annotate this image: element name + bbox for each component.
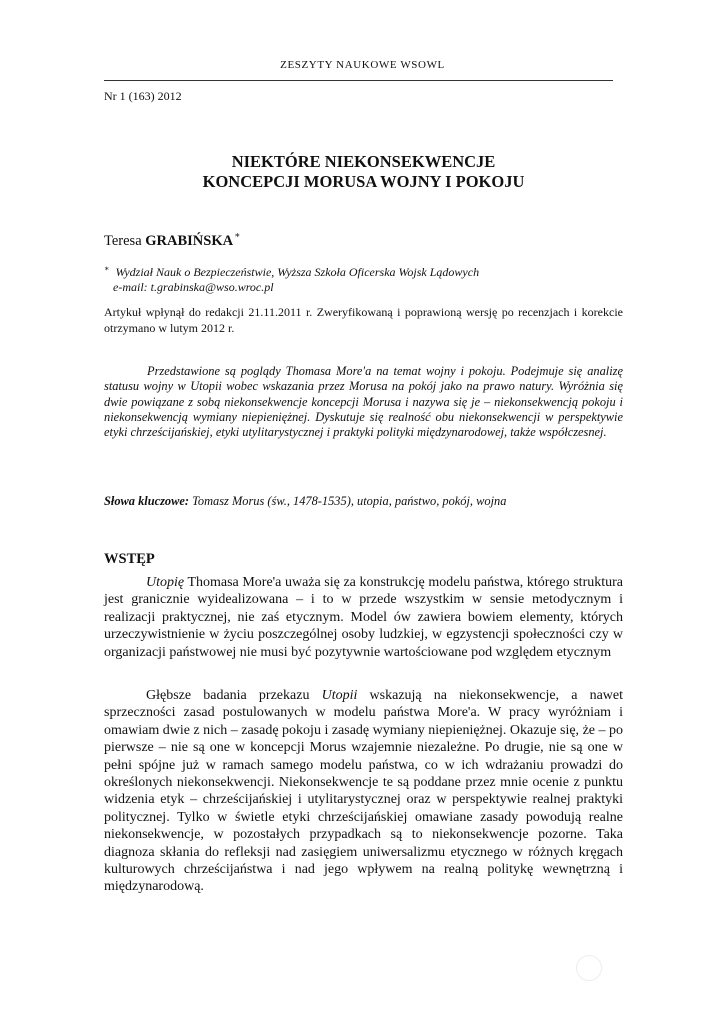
- author-email: e-mail: t.grabinska@wso.wroc.pl: [113, 279, 274, 294]
- p2-text-start: Głębsze badania przekazu: [146, 688, 322, 703]
- keywords: [104, 494, 623, 509]
- keywords-list: Tomasz Morus (św., 1478-1535), utopia, państwo, pokój, wojna: [192, 494, 507, 508]
- abstract: Przedstawione są poglądy Thomasa More'a na temat wojny i pokoju. Podejmuje się analizę statusu wojny w Utopii wobec wskazania przez Morusa na pokój jako na prawo natury. Wyróżnia się dwie powiązane z sobą niekonsekwencje koncepcji Morusa i nazywa się je – niekonsekwencją pokoju i niekonsekwencją wymiany niepieniężnej. Dyskutuje się realność obu niekonsekwencji w perspektywie etyki chrześcijańskiej, etyki utylitarystycznej i praktyki polityki międzynarodowej, także współczesnej.: [104, 364, 623, 440]
- header-rule: [104, 80, 613, 81]
- paragraph-2: [104, 687, 623, 896]
- paragraph-1: [104, 574, 623, 661]
- received-note: Artykuł wpłynął do redakcji 21.11.2011 r. Zweryfikowaną i poprawioną wersję po recenzjach i korekcie otrzymano w lutym 2012 r.: [104, 305, 623, 335]
- p2-text-end: wskazują na niekonsekwencje, a nawet sprzeczności zasad postulowanych w modelu państwa More'a. W pracy wyróżniam i omawiam dwie z nich – zasadę pokoju i zasadę wymiany niepieniężnej. Okazuje się, że – po pierwsze – nie są one w koncepcji Morus wzajemnie niezależne. Po drugie, nie są one w pełni spójne już w ramach samego modelu państwa, co w ich wdrażaniu prowadzi do określonych niekonsekwencji. Niekonsekwencje te są poddane przez mnie ocenie z punktu widzenia etyk – chrześcijańskiej i utylitarystycznej oraz w perspektywie realnej praktyki politycznej. Tylko w świetle etyki chrześcijańskiej omawiane zasady powodują realne niekonsekwencje, w pozostałych przypadkach są to niekonsekwencje pozorne. Taka diagnoza skłania do refleksji nad zasięgiem uniwersalizmu etycznego w różnych kręgach kulturowych chrześcijaństwa i nad jego wpływem na realną politykę wewnętrzną i międzynarodową.: [104, 688, 624, 895]
- author-surname: GRABIŃSKA: [145, 233, 234, 249]
- p1-italic-term: Utopię: [146, 575, 185, 590]
- journal-name: ZESZYTY NAUKOWE WSOWL: [280, 59, 445, 71]
- keywords-label: Słowa kluczowe:: [104, 494, 190, 508]
- title-line-1: NIEKTÓRE NIEKONSEKWENCJE: [231, 152, 496, 171]
- author: [104, 230, 240, 250]
- issue-number: Nr 1 (163) 2012: [104, 89, 182, 103]
- article-title: [104, 152, 623, 192]
- affiliation-marker: ∗: [104, 264, 110, 273]
- p1-text: Thomasa More'a uważa się za konstrukcję modelu państwa, którego struktura jest granicznie wyidealizowana – i to w przede wszystkim w sensie metodycznym i realizacji praktycznej, nie zaś etycznym. Model ów zawiera bowiem elementy, których urzeczywistnienie w życiu poszczególnej osoby ludzkiej, w egzystencji społeczności czy w organizacji państwowej nie musi być pozytywnie wartościowane pod względem etycznym: [104, 575, 623, 660]
- title-line-2: KONCEPCJI MORUSA WOJNY I POKOJU: [202, 172, 525, 191]
- footnote-marker: ∗: [234, 230, 241, 240]
- section-heading: WSTĘP: [104, 551, 155, 567]
- watermark-seal-icon: [576, 955, 602, 981]
- author-first-name: Teresa: [104, 233, 142, 249]
- p2-italic-term: Utopii: [321, 688, 358, 703]
- affiliation-text: Wydział Nauk o Bezpieczeństwie, Wyższa Szkoła Oficerska Wojsk Lądowych: [115, 265, 480, 279]
- affiliation: [104, 262, 479, 294]
